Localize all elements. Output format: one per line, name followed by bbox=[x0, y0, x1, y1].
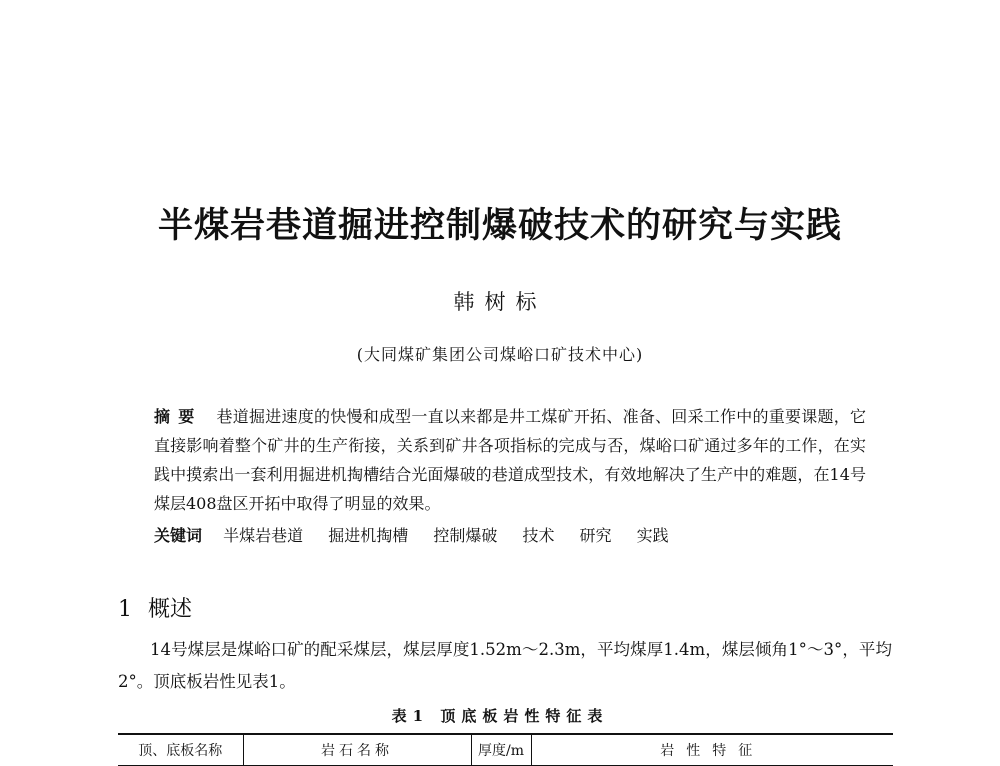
table-header-cell: 顶、底板名称 bbox=[118, 734, 243, 766]
section-title: 概述 bbox=[148, 597, 193, 622]
table-header-cell: 岩石名称 bbox=[243, 734, 471, 766]
table-header-cell: 厚度/m bbox=[471, 734, 531, 766]
rock-properties-table bbox=[118, 733, 893, 766]
table-header-cell: 岩性特征 bbox=[531, 734, 893, 766]
author-name: 韩树标 bbox=[453, 290, 547, 314]
keyword: 技术 bbox=[522, 526, 555, 545]
keywords bbox=[154, 524, 866, 548]
keyword: 半煤岩巷道 bbox=[223, 526, 304, 545]
keyword: 控制爆破 bbox=[433, 526, 498, 545]
abstract-text: 巷道掘进速度的快慢和成型一直以来都是井工煤矿开拓、准备、回采工作中的重要课题，它直接影响着整个矿井的生产衔接，关系到矿井各项指标的完成与否，煤峪口矿通过多年的工作，在实践中摸索出一套利用掘进机掏槽结合光面爆破的巷道成型技术，有效地解决了生产中的难题，在14号煤层408盘区开拓中取得了明显的效果。 bbox=[154, 407, 866, 513]
keyword: 实践 bbox=[636, 526, 669, 545]
table-header-row bbox=[118, 734, 893, 766]
keyword: 研究 bbox=[579, 526, 612, 545]
author-affiliation: (大同煤矿集团公司煤峪口矿技术中心) bbox=[356, 345, 644, 364]
abstract-label: 摘要 bbox=[154, 407, 203, 426]
abstract bbox=[154, 402, 866, 518]
keywords-label: 关键词 bbox=[154, 526, 203, 545]
section-number: 1 bbox=[118, 597, 132, 622]
paper-title: 半煤岩巷道掘进控制爆破技术的研究与实践 bbox=[157, 205, 842, 246]
section-heading bbox=[118, 592, 192, 623]
keyword: 掘进机掏槽 bbox=[328, 526, 409, 545]
section-paragraph: 14号煤层是煤峪口矿的配采煤层，煤层厚度1.52m～2.3m，平均煤厚1.4m，煤层倾角1°～3°，平均2°。顶底板岩性见表1。 bbox=[118, 640, 892, 691]
table-caption: 表1 顶底板岩性特征表 bbox=[391, 707, 609, 725]
